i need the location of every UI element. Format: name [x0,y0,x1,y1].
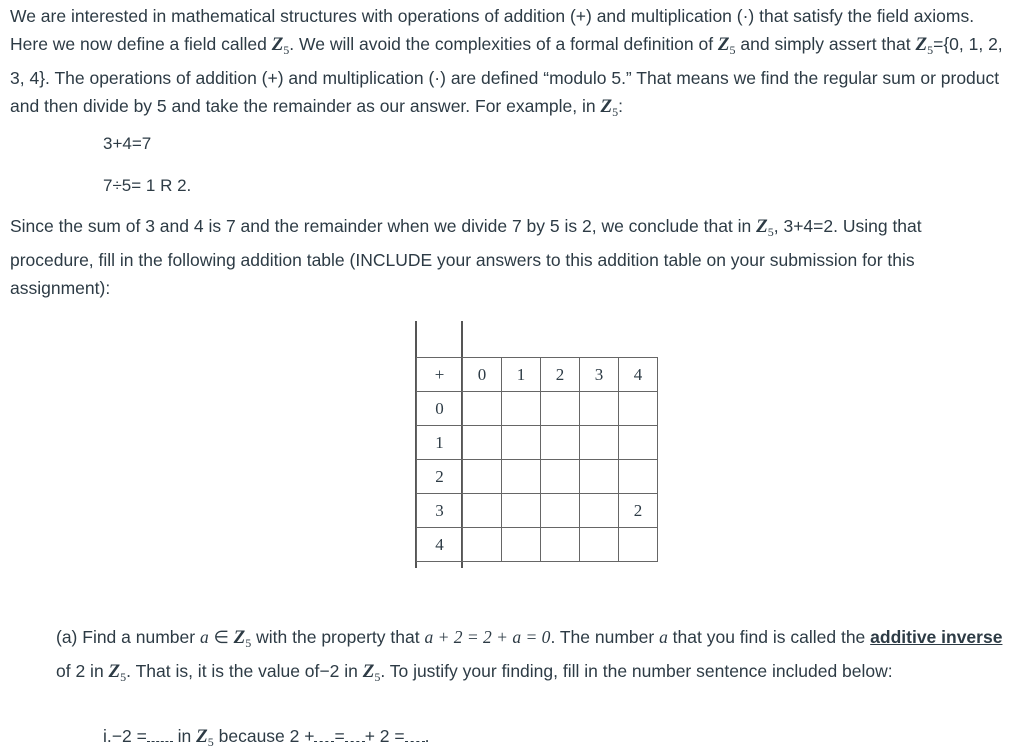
table-cell[interactable] [463,426,502,460]
number-sentence: i.−2 = in $Z_5$ because 2 + = + 2 = . [103,726,430,749]
additive-inverse-term: additive inverse [870,627,1003,647]
part-a-paragraph: (a) Find a number a ∈ $Z_5$ with the property that a + 2 = 2 + a = 0. The number a that you find is called the additive inverse of 2 in $Z_5$. That is, it is the value of−2 in $Z_5$. To justify your finding, fill in the number sentence included below: [56,627,1003,684]
table-cell[interactable] [541,528,580,562]
row-label: 4 [417,528,463,562]
table-row [417,460,658,494]
table-cell[interactable] [463,460,502,494]
table-cell[interactable] [619,528,658,562]
table-cell[interactable] [619,392,658,426]
z5-symbol: Z [362,661,375,682]
table-row [417,426,658,460]
table-cell[interactable] [580,494,619,528]
table-cell[interactable] [541,494,580,528]
table-cell[interactable] [463,494,502,528]
intro-paragraph: We are interested in mathematical structures with operations of addition (+) and multiplication (·) that satisfy the field axioms. Here we now define a field called $Z_5$. We will avoid the complexities of a formal definition of $Z_5$ and simply assert that $Z_5=\{0$, 1, 2, 3, 4}. The operations of addition (+) and multiplication (·) are defined “modulo 5.” That means we find the regular sum or product and then divide by 5 and take the remainder as our answer. For example, in $Z_5$: [10,6,1003,119]
table-cell[interactable] [580,426,619,460]
table-header-row [417,358,658,392]
z5-symbol: Z [600,96,613,117]
table-cell[interactable] [541,426,580,460]
table-row [417,528,658,562]
table-cell[interactable] [619,426,658,460]
table-cell[interactable] [502,494,541,528]
table-cell[interactable] [502,460,541,494]
header-col-3: 3 [580,358,619,392]
table-cell[interactable] [619,460,658,494]
table-row [417,494,658,528]
header-col-0: 0 [463,358,502,392]
z5-symbol: Z [756,216,768,237]
z5-symbol: Z [915,34,928,55]
filled-cell-3-plus-4: 2 [619,494,658,528]
answer-blank-2[interactable] [314,727,334,742]
addition-table [416,357,658,562]
header-col-4: 4 [619,358,658,392]
header-col-2: 2 [541,358,580,392]
row-label: 3 [417,494,463,528]
table-cell[interactable] [541,460,580,494]
table-cell[interactable] [541,392,580,426]
row-label: 2 [417,460,463,494]
table-cell[interactable] [580,460,619,494]
z5-symbol: Z [717,34,730,55]
z5-symbol: Z [196,726,208,747]
example-sum: 3+4=7 [103,134,152,153]
answer-blank-3[interactable] [345,727,365,742]
inverse-equation: a + 2 = 2 + a = 0 [424,627,551,647]
row-label: 1 [417,426,463,460]
header-col-1: 1 [502,358,541,392]
header-plus: + [417,358,463,392]
z5-symbol: Z [271,34,284,55]
table-cell[interactable] [463,528,502,562]
table-cell[interactable] [580,528,619,562]
row-label: 0 [417,392,463,426]
table-row [417,392,658,426]
example-division: 7÷5= 1 R 2. [103,176,192,195]
table-cell[interactable] [502,528,541,562]
table-cell[interactable] [580,392,619,426]
table-cell[interactable] [502,426,541,460]
table-cell[interactable] [502,392,541,426]
z5-symbol: Z [233,627,246,648]
procedure-paragraph: Since the sum of 3 and 4 is 7 and the remainder when we divide 7 by 5 is 2, we conclude that in $Z_5$, 3+4=2. Using that procedure, fill in the following addition table (INCLUDE your answers to this addition table on your submission for this assignment): [10,216,922,298]
answer-blank-4[interactable] [405,727,425,742]
z5-symbol: Z [108,661,121,682]
table-cell[interactable] [463,392,502,426]
answer-blank-1[interactable] [147,727,173,742]
